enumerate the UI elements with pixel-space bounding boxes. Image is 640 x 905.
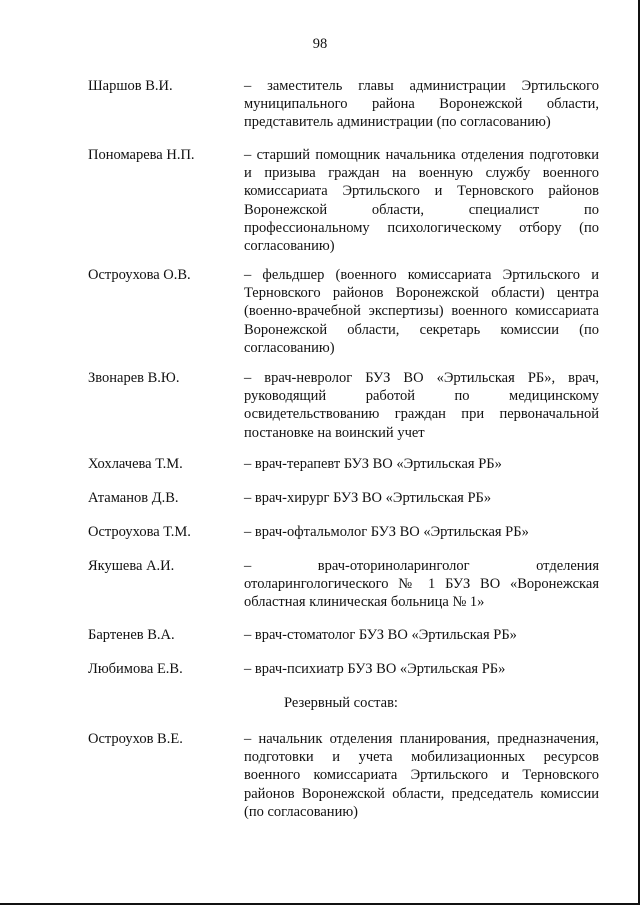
member-name: Атаманов Д.В.	[88, 490, 179, 506]
member-name: Пономарева Н.П.	[88, 147, 195, 163]
member-name: Звонарев В.Ю.	[88, 370, 180, 386]
member-role: – врач-офтальмолог БУЗ ВО «Эртильская РБ»	[244, 524, 529, 540]
member-role: – врач-оториноларинголог отделения отоларингологического № 1 БУЗ ВО «Воронежская областная клиническая больница № 1»	[244, 558, 599, 611]
page-number: 98	[312, 36, 328, 52]
member-name: Бартенев В.А.	[88, 627, 175, 643]
member-name: Хохлачева Т.М.	[88, 456, 183, 472]
member-name: Якушева А.И.	[88, 558, 175, 574]
member-name: Остроухова Т.М.	[88, 524, 191, 540]
member-role: – старший помощник начальника отделения подготовки и призыва граждан на военную службу военного комиссариата Эртильского и Терновского районов Воронежской области, специалист по профессиональному психологическому отбору (по согласованию)	[244, 147, 599, 255]
reserve-member-name: Остроухов В.Е.	[88, 731, 183, 747]
member-name: Остроухова О.В.	[88, 267, 191, 283]
member-role: – врач-терапевт БУЗ ВО «Эртильская РБ»	[244, 456, 502, 472]
member-role: – врач-психиатр БУЗ ВО «Эртильская РБ»	[244, 661, 506, 677]
member-role: – заместитель главы администрации Эртильского муниципального района Воронежской области, представитель администрации (по согласованию)	[244, 78, 599, 131]
member-role: – фельдшер (военного комиссариата Эртильского и Терновского районов Воронежской области) центра (военно-врачебной экспертизы) военного комиссариата Воронежской области, секретарь комиссии (по согласованию)	[244, 267, 599, 356]
reserve-heading: Резервный состав:	[284, 695, 398, 711]
member-name: Любимова Е.В.	[88, 661, 183, 677]
member-role: – врач-хирург БУЗ ВО «Эртильская РБ»	[244, 490, 492, 506]
member-role: – врач-невролог БУЗ ВО «Эртильская РБ», врач, руководящий работой по медицинскому освидетельствованию граждан при первоначальной постановке на воинский учет	[244, 370, 599, 441]
member-name: Шаршов В.И.	[88, 78, 173, 94]
member-role: – врач-стоматолог БУЗ ВО «Эртильская РБ»	[244, 627, 517, 643]
reserve-member-role: – начальник отделения планирования, предназначения, подготовки и учета мобилизационных ресурсов военного комиссариата Эртильского и Терновского районов Воронежской области, председатель комиссии (по согласованию)	[244, 731, 599, 820]
